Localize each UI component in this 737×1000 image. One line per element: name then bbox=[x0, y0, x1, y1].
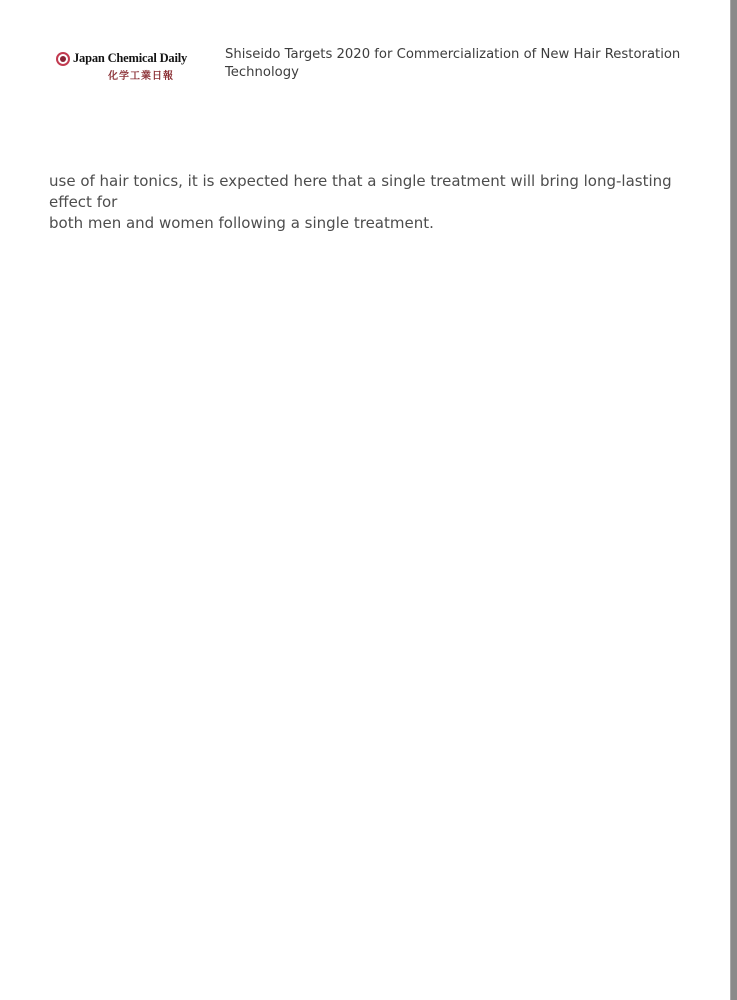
vertical-scrollbar[interactable] bbox=[730, 0, 737, 1000]
logo-emblem-icon bbox=[56, 52, 70, 66]
publisher-name: Japan Chemical Daily bbox=[73, 51, 188, 65]
logo-emblem-core-icon bbox=[60, 56, 66, 62]
publisher-logo bbox=[56, 51, 188, 82]
article-body bbox=[49, 171, 699, 234]
page-title: Shiseido Targets 2020 for Commercialization of New Hair Restoration Technology bbox=[225, 47, 681, 80]
article-body-line: use of hair tonics, it is expected here that a single treatment will bring long-lasting effect for bbox=[49, 172, 672, 211]
article-body-line: both men and women following a single treatment. bbox=[49, 214, 434, 232]
publisher-name-japanese: 化学工業日報 bbox=[108, 71, 174, 82]
